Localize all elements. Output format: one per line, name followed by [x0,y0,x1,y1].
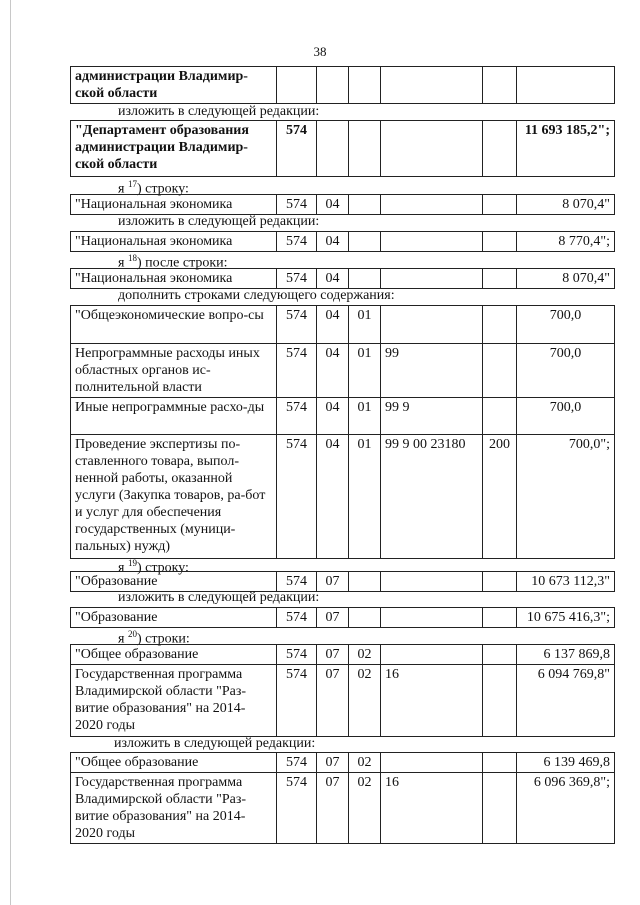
table-fragment-7 [70,607,615,628]
row-sum: 6 139 469,8 [517,753,615,773]
table-row [71,645,615,665]
row-name: "Общеэкономические вопро-сы [71,306,277,344]
row-sum: 11 693 185,2"; [517,121,615,177]
row-section: 04 [317,306,349,344]
table-row [71,572,615,592]
row-section: 07 [317,645,349,665]
row-name: "Национальная экономика [71,232,277,252]
row-target: 99 9 [381,398,483,435]
row-target [381,645,483,665]
row-code: 574 [277,665,317,737]
row-section: 04 [317,398,349,435]
row-section: 07 [317,608,349,628]
row-sum: 10 675 416,3"; [517,608,615,628]
row-name: "Общее образование [71,645,277,665]
table-row [71,67,615,104]
row-subsection: 02 [349,773,381,844]
row-subsection: 01 [349,306,381,344]
row-name: "Департамент образования администрации Владимир-ской области [71,121,277,177]
row-name: "Общее образование [71,753,277,773]
table-row [71,269,615,289]
table-row [71,232,615,252]
table-fragment-1 [70,120,615,177]
row-sum: 700,0 [517,398,615,435]
row-sum: 6 137 869,8 [517,645,615,665]
row-code: 574 [277,269,317,289]
row-section: 07 [317,572,349,592]
row-target [381,306,483,344]
instruction-9: изложить в следующей редакции: [114,736,316,751]
row-type [483,306,517,344]
row-target: 99 9 00 23180 [381,435,483,559]
row-name: Государственная программа Владимирской области "Раз-витие образования" на 2014-2020 годы [71,665,277,737]
row-subsection: 01 [349,344,381,398]
table-fragment-6 [70,571,615,592]
table-fragment-9 [70,752,615,844]
row-sum: 700,0 [517,344,615,398]
row-code: 574 [277,344,317,398]
row-sum: 700,0 [517,306,615,344]
row-subsection: 01 [349,398,381,435]
row-code: 574 [277,121,317,177]
row-section: 07 [317,753,349,773]
instruction-2: я $^{17}$) строку: [118,179,189,197]
row-name: администрации Владимир-ской области [71,67,277,104]
row-name: "Национальная экономика [71,195,277,215]
table-row [71,121,615,177]
instruction-5: дополнить строками следующего содержания: [118,288,395,303]
table-fragment-4 [70,268,615,289]
row-section: 04 [317,269,349,289]
row-code: 574 [277,232,317,252]
row-code: 574 [277,572,317,592]
table-fragment-0 [70,66,615,104]
table-row [71,773,615,844]
row-code: 574 [277,398,317,435]
row-subsection: 02 [349,753,381,773]
table-fragment-3 [70,231,615,252]
row-subsection: 01 [349,435,381,559]
row-code: 574 [277,608,317,628]
row-section: 04 [317,435,349,559]
row-target: 16 [381,665,483,737]
row-name: "Национальная экономика [71,269,277,289]
table-fragment-2 [70,194,615,215]
row-target: 16 [381,773,483,844]
row-code: 574 [277,195,317,215]
row-target: 99 [381,344,483,398]
row-sum: 10 673 112,3" [517,572,615,592]
instruction-7: изложить в следующей редакции: [118,590,320,605]
row-sum: 8 070,4" [517,195,615,215]
row-name: Государственная программа Владимирской области "Раз-витие образования" на 2014-2020 годы [71,773,277,844]
table-row [71,608,615,628]
row-section: 04 [317,344,349,398]
row-subsection: 02 [349,645,381,665]
row-subsection: 02 [349,665,381,737]
row-type [483,344,517,398]
row-name: "Образование [71,608,277,628]
table-row [71,753,615,773]
row-target [381,753,483,773]
instruction-3: изложить в следующей редакции: [118,214,320,229]
row-code: 574 [277,753,317,773]
instruction-4: я $^{18}$) после строки: [118,253,228,271]
row-name: Проведение экспертизы по-ставленного товара, выпол-ненной работы, оказанной услуги (Закупка товаров, ра-бот и услуг для обеспечения государственных (муници-пальных) нужд) [71,435,277,559]
table-row [71,665,615,737]
table-row [71,398,615,435]
row-code: 574 [277,645,317,665]
table-row [71,306,615,344]
row-sum: 6 096 369,8"; [517,773,615,844]
table-fragment-8 [70,644,615,737]
table-fragment-5 [70,305,615,559]
row-section: 07 [317,773,349,844]
row-code: 574 [277,306,317,344]
row-section: 04 [317,232,349,252]
row-sum: 6 094 769,8" [517,665,615,737]
row-code: 574 [277,435,317,559]
instruction-8: я $^{20}$) строки: [118,629,190,647]
instruction-1: изложить в следующей редакции: [118,104,320,119]
scan-edge [10,0,11,905]
row-type: 200 [483,435,517,559]
row-section: 04 [317,195,349,215]
table-row [71,435,615,559]
instruction-6: я $^{19}$) строку: [118,558,189,576]
row-name: Иные непрограммные расхо-ды [71,398,277,435]
table-row [71,344,615,398]
table-row [71,195,615,215]
row-type [483,398,517,435]
page-number: 38 [313,44,327,59]
row-name: Непрограммные расходы иных областных органов ис-полнительной власти [71,344,277,398]
row-sum: 8 770,4"; [517,232,615,252]
row-section: 07 [317,665,349,737]
row-code: 574 [277,773,317,844]
row-sum: 700,0"; [517,435,615,559]
row-sum: 8 070,4" [517,269,615,289]
row-name: "Образование [71,572,277,592]
